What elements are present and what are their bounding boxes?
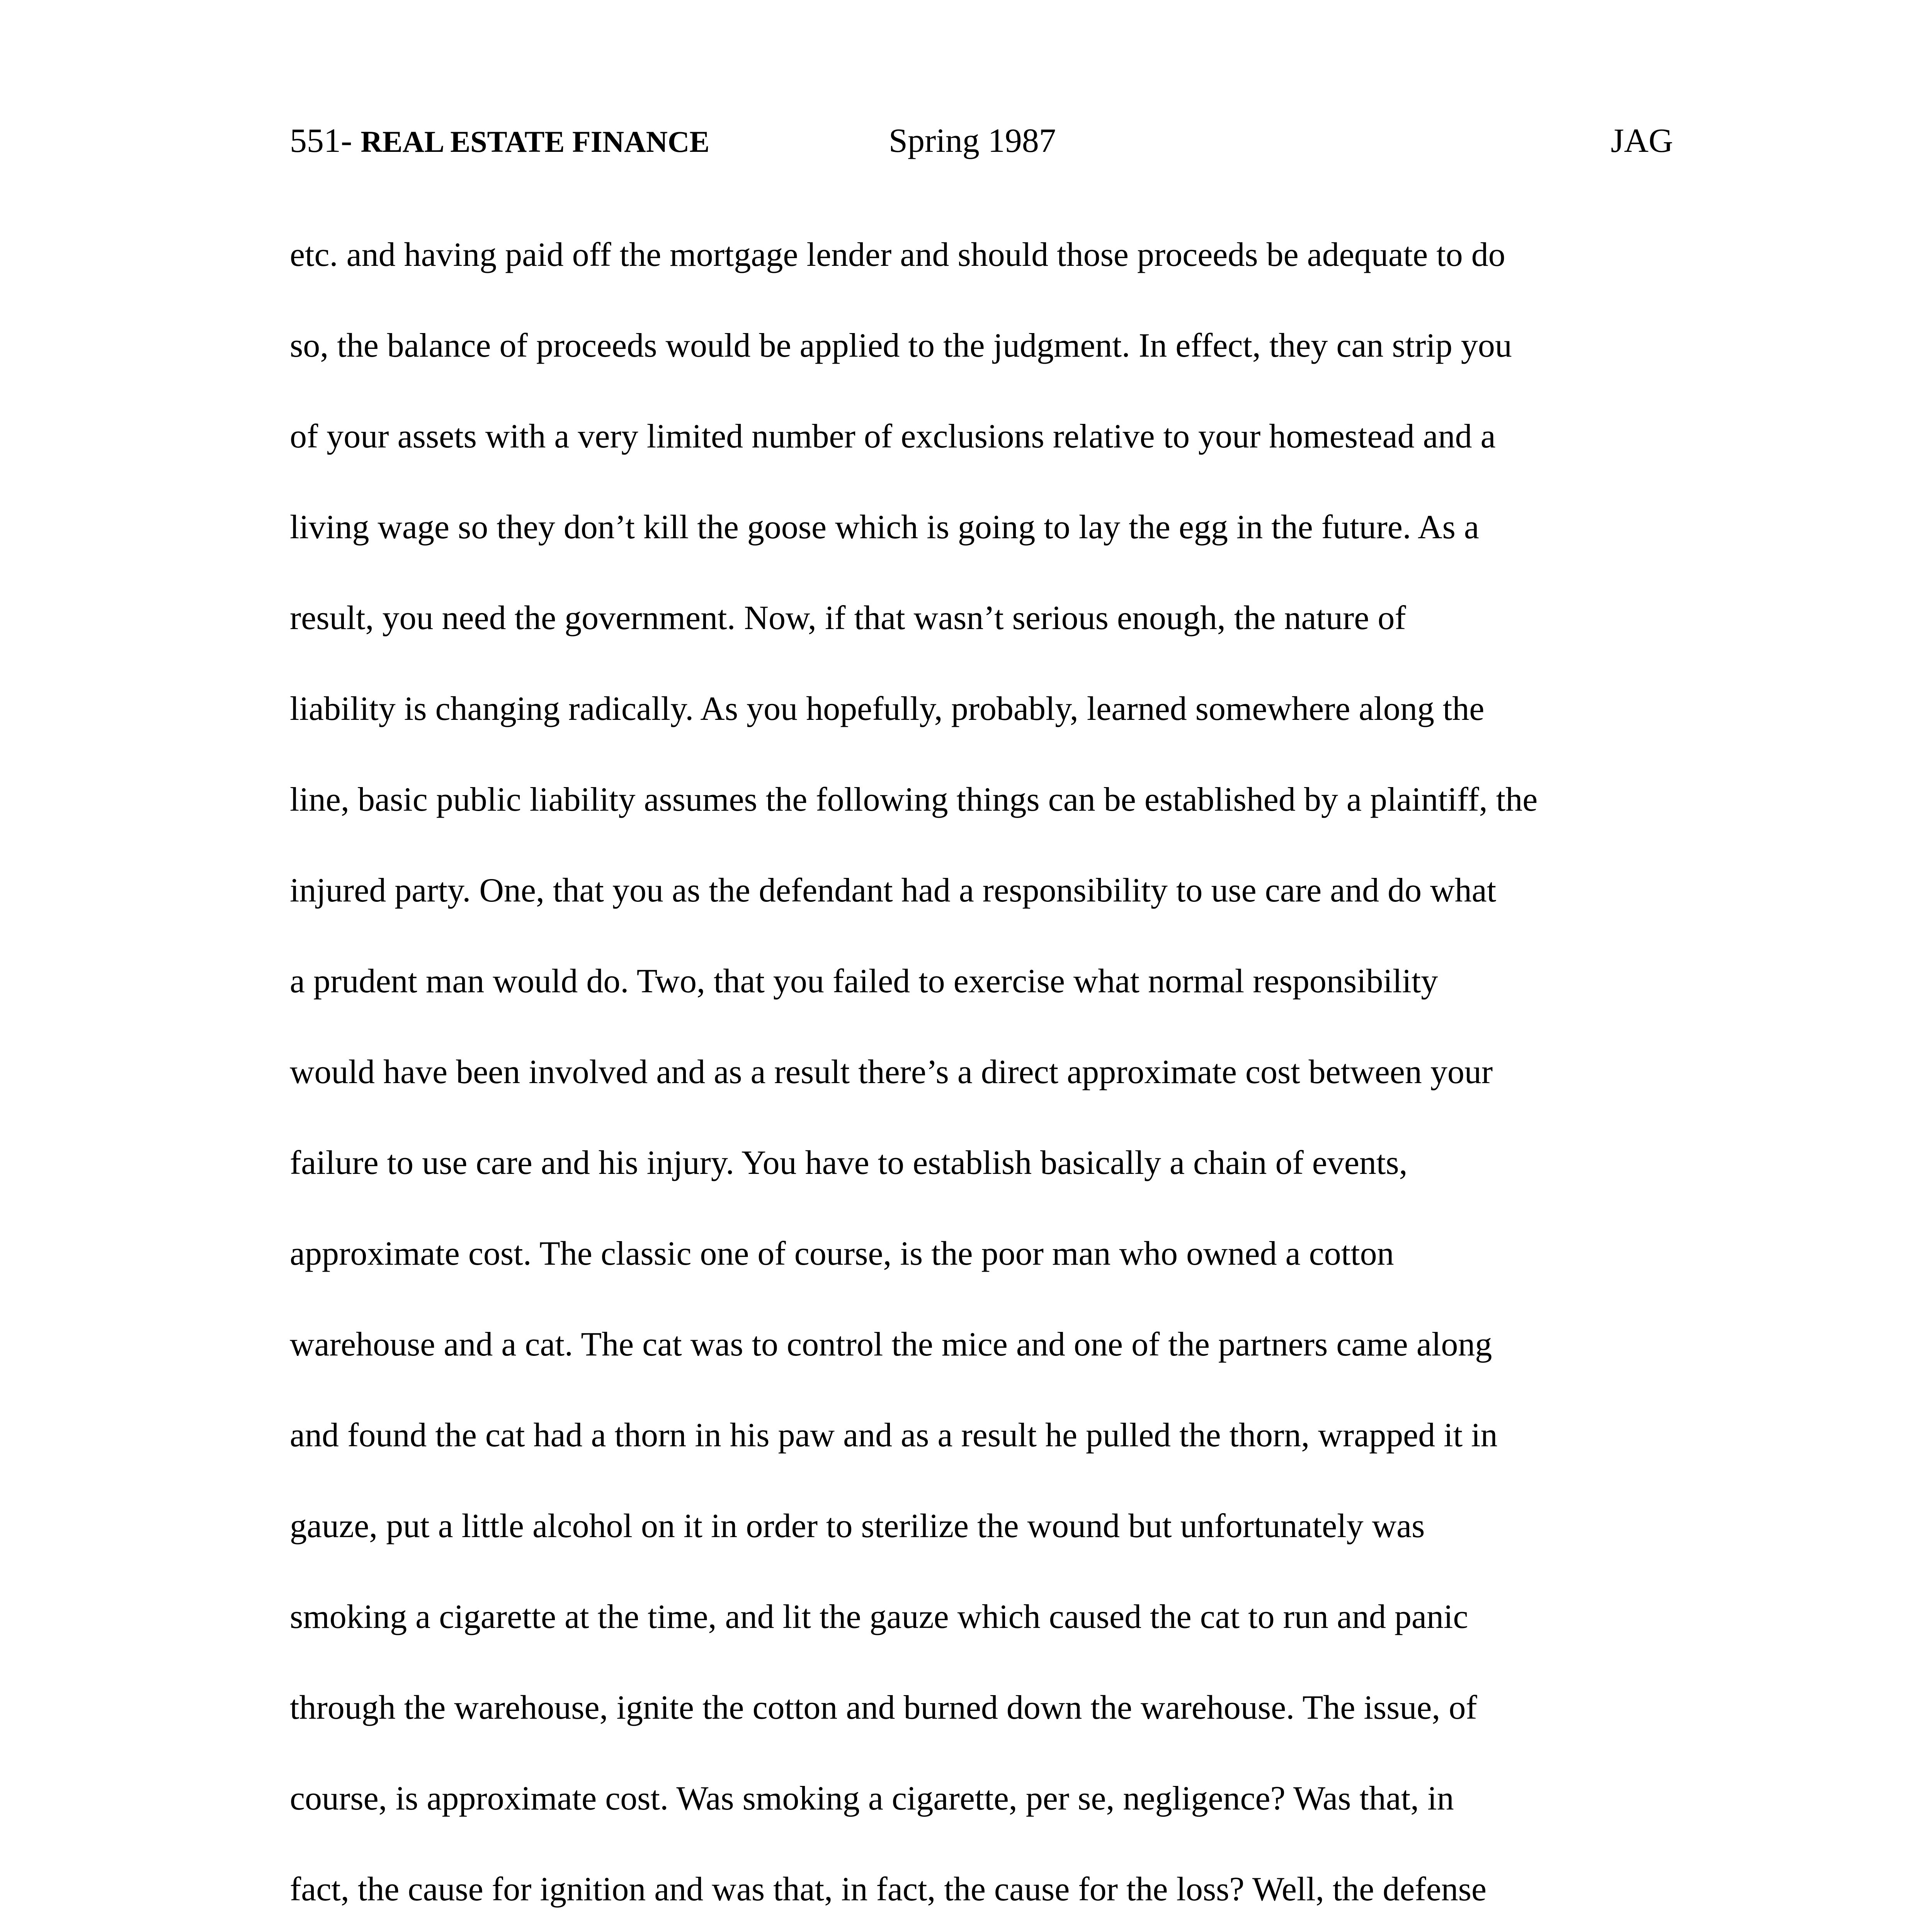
text-line: fact, the cause for ignition and was that, in fact, the cause for the loss? Well, the defense [290,1871,1487,1908]
text-line: so, the balance of proceeds would be applied to the judgment. In effect, they can strip you [290,327,1512,364]
author-initials: JAG [1611,122,1673,160]
course-heading [290,120,709,163]
text-line: gauze, put a little alcohol on it in order to sterilize the wound but unfortunately was [290,1507,1425,1545]
text-line: injured party. One, that you as the defendant had a responsibility to use care and do what [290,872,1497,909]
text-line: through the warehouse, ignite the cotton and burned down the warehouse. The issue, of [290,1689,1477,1726]
text-line: would have been involved and as a result there’s a direct approximate cost between your [290,1053,1493,1091]
page-header [290,120,1673,162]
term-label: Spring 1987 [889,122,1056,160]
text-line: liability is changing radically. As you hopefully, probably, learned somewhere along the [290,690,1485,728]
text-line: etc. and having paid off the mortgage lender and should those proceeds be adequate to do [290,236,1505,274]
text-line: of your assets with a very limited number of exclusions relative to your homestead and a [290,418,1496,455]
text-line: a prudent man would do. Two, that you failed to exercise what normal responsibility [290,963,1438,1000]
text-line: and found the cat had a thorn in his paw and as a result he pulled the thorn, wrapped it in [290,1417,1498,1454]
text-line: living wage so they don’t kill the goose which is going to lay the egg in the future. As a [290,509,1479,546]
text-line: approximate cost. The classic one of course, is the poor man who owned a cotton [290,1235,1394,1272]
transcript-body [290,234,1700,1932]
text-line: warehouse and a cat. The cat was to control the mice and one of the partners came along [290,1326,1492,1363]
course-number: 551- [290,122,361,160]
text-line: line, basic public liability assumes the following things can be established by a plaintiff, the [290,781,1538,818]
text-line: failure to use care and his injury. You have to establish basically a chain of events, [290,1144,1408,1182]
text-line: smoking a cigarette at the time, and lit the gauze which caused the cat to run and panic [290,1598,1468,1636]
text-line: course, is approximate cost. Was smoking a cigarette, per se, negligence? Was that, in [290,1780,1454,1817]
text-line: result, you need the government. Now, if that wasn’t serious enough, the nature of [290,599,1406,637]
course-title: REAL ESTATE FINANCE [361,125,710,158]
